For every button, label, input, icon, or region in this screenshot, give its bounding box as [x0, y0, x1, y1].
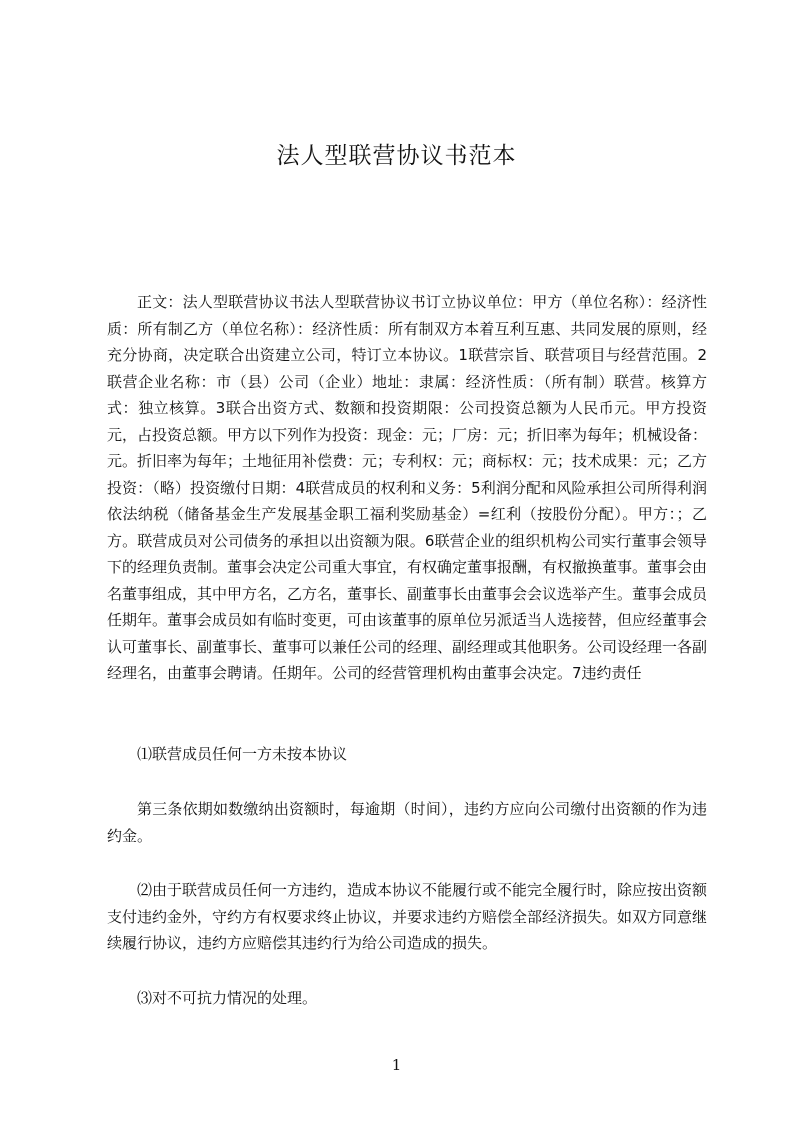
document-title: 法人型联营协议书范本 [276, 143, 517, 169]
page-number: 1 [391, 1056, 402, 1074]
paragraph-main: 正文：法人型联营协议书法人型联营协议书订立协议单位：甲方（单位名称）：经济性质：所有制乙方（单位名称）：经济性质：所有制双方本着互利互惠、共同发展的原则，经充分协商，决定联合出资建立公司，特订立本协议。1联营宗旨、联营项目与经营范围。2联营企业名称：市（县）公司（企业）地址：隶属：经济性质：（所有制）联营。核算方式：独立核算。3联合出资方式、数额和投资期限：公司投资总额为人民币元。甲方投资元，占投资总额。甲方以下列作为投资：现金：元；厂房：元；折旧率为每年；机械设备：元。折旧率为每年；土地征用补偿费：元；专利权：元；商标权：元；技术成果：元；乙方投资：（略）投资缴付日期：4联营成员的权利和义务：5利润分配和风险承担公司所得利润依法纳税（储备基金生产发展基金职工福利奖励基金）=红利（按股份分配）。甲方：；乙方。联营成员对公司债务的承担以出资额为限。6联营企业的组织机构公司实行董事会领导下的经理负责制。董事会决定公司重大事宜，有权确定董事报酬，有权撤换董事。董事会由名董事组成，其中甲方名，乙方名，董事长、副董事长由董事会会议选举产生。董事会成员任期年。董事会成员如有临时变更，可由该董事的原单位另派适当人选接替，但应经董事会认可董事长、副董事长、董事可以兼任公司的经理、副经理或其他职务。公司设经理一各副经理名，由董事会聘请。任期年。公司的经营管理机构由董事会决定。7违约责任 [107, 293, 708, 682]
paragraph-article-3: 第三条依期如数缴纳出资额时，每逾期（时间），违约方应向公司缴付出资额的作为违约金。 [107, 800, 707, 845]
paragraph-clause-1: ⑴联营成员任何一方未按本协议 [137, 745, 348, 763]
paragraph-clause-2: ⑵由于联营成员任何一方违约，造成本协议不能履行或不能完全履行时，除应按出资额支付违约金外，守约方有权要求终止协议，并要求违约方赔偿全部经济损失。如双方同意继续履行协议，违约方应赔偿其违约行为给公司造成的损失。 [107, 881, 708, 952]
paragraph-clause-3: ⑶对不可抗力情况的处理。 [137, 989, 318, 1007]
